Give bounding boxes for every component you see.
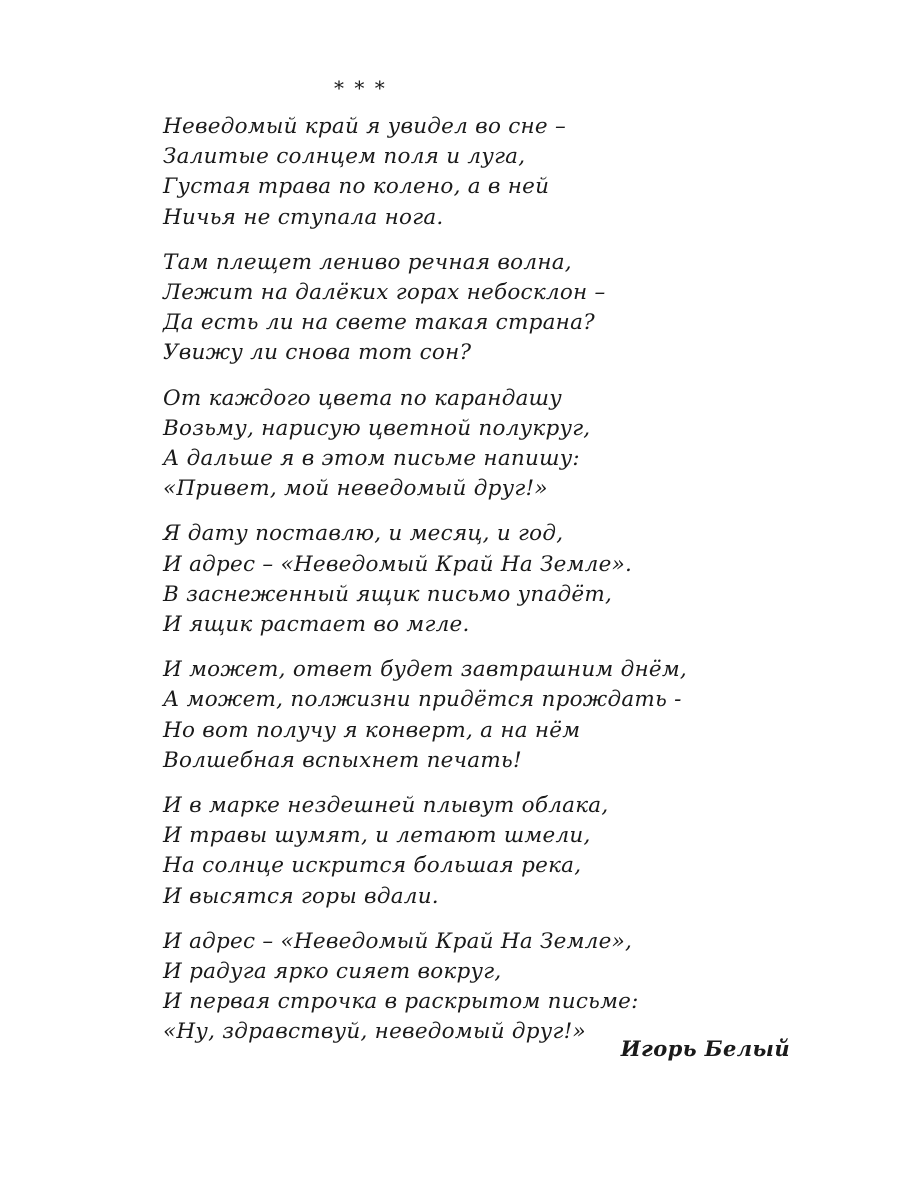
poem-line: В заснеженный ящик письмо упадёт, — [163, 581, 613, 607]
poem-line: Волшебная вспыхнет печать! — [163, 747, 522, 773]
poem-line: И адрес – «Неведомый Край На Земле». — [163, 551, 633, 577]
stanza — [163, 384, 803, 505]
poem-line: Но вот получу я конверт, а на нём — [163, 717, 581, 743]
poem-line: Густая трава по колено, а в ней — [163, 174, 550, 200]
poem-line: И адрес – «Неведомый Край На Земле», — [163, 928, 633, 954]
poem-line: А дальше я в этом письме напишу: — [163, 446, 580, 472]
poem-line: Там плещет лениво речная волна, — [163, 249, 572, 275]
stanza — [163, 112, 803, 233]
poem-line: Увижу ли снова тот сон? — [163, 340, 472, 366]
poem — [163, 112, 803, 1063]
poem-line: И травы шумят, и летают шмели, — [163, 823, 591, 849]
poem-line: Да есть ли на свете такая страна? — [163, 310, 595, 336]
poem-line: Лежит на далёких горах небосклон – — [163, 280, 606, 306]
section-separator: * * * — [334, 76, 387, 100]
poem-line: И может, ответ будет завтрашним днём, — [163, 657, 688, 683]
stanza — [163, 791, 803, 912]
poem-line: От каждого цвета по карандашу — [163, 385, 562, 411]
author-signature: Игорь Белый — [620, 1036, 790, 1061]
poem-line: И первая строчка в раскрытом письме: — [163, 989, 639, 1015]
poem-line: А может, полжизни придётся прождать - — [163, 687, 682, 713]
stanza — [163, 655, 803, 776]
stanza — [163, 519, 803, 640]
poem-line: На солнце искрится большая река, — [163, 853, 582, 879]
poem-line: Неведомый край я увидел во сне – — [163, 114, 566, 139]
poem-line: И ящик растает во мгле. — [163, 612, 470, 638]
poem-line: И высятся горы вдали. — [163, 883, 439, 909]
poem-line: И радуга ярко сияет вокруг, — [163, 959, 502, 985]
poem-line: Залитые солнцем поля и луга, — [163, 144, 526, 170]
stanza — [163, 248, 803, 369]
poem-line: «Привет, мой неведомый друг!» — [163, 476, 548, 502]
stanza — [163, 927, 803, 1048]
poem-line: Ничья не ступала нога. — [163, 204, 444, 230]
poem-line: Возьму, нарисую цветной полукруг, — [163, 415, 591, 441]
poem-line: «Ну, здравствуй, неведомый друг!» — [163, 1019, 586, 1045]
poem-line: И в марке нездешней плывут облака, — [163, 793, 609, 819]
poem-line: Я дату поставлю, и месяц, и год, — [163, 521, 564, 547]
